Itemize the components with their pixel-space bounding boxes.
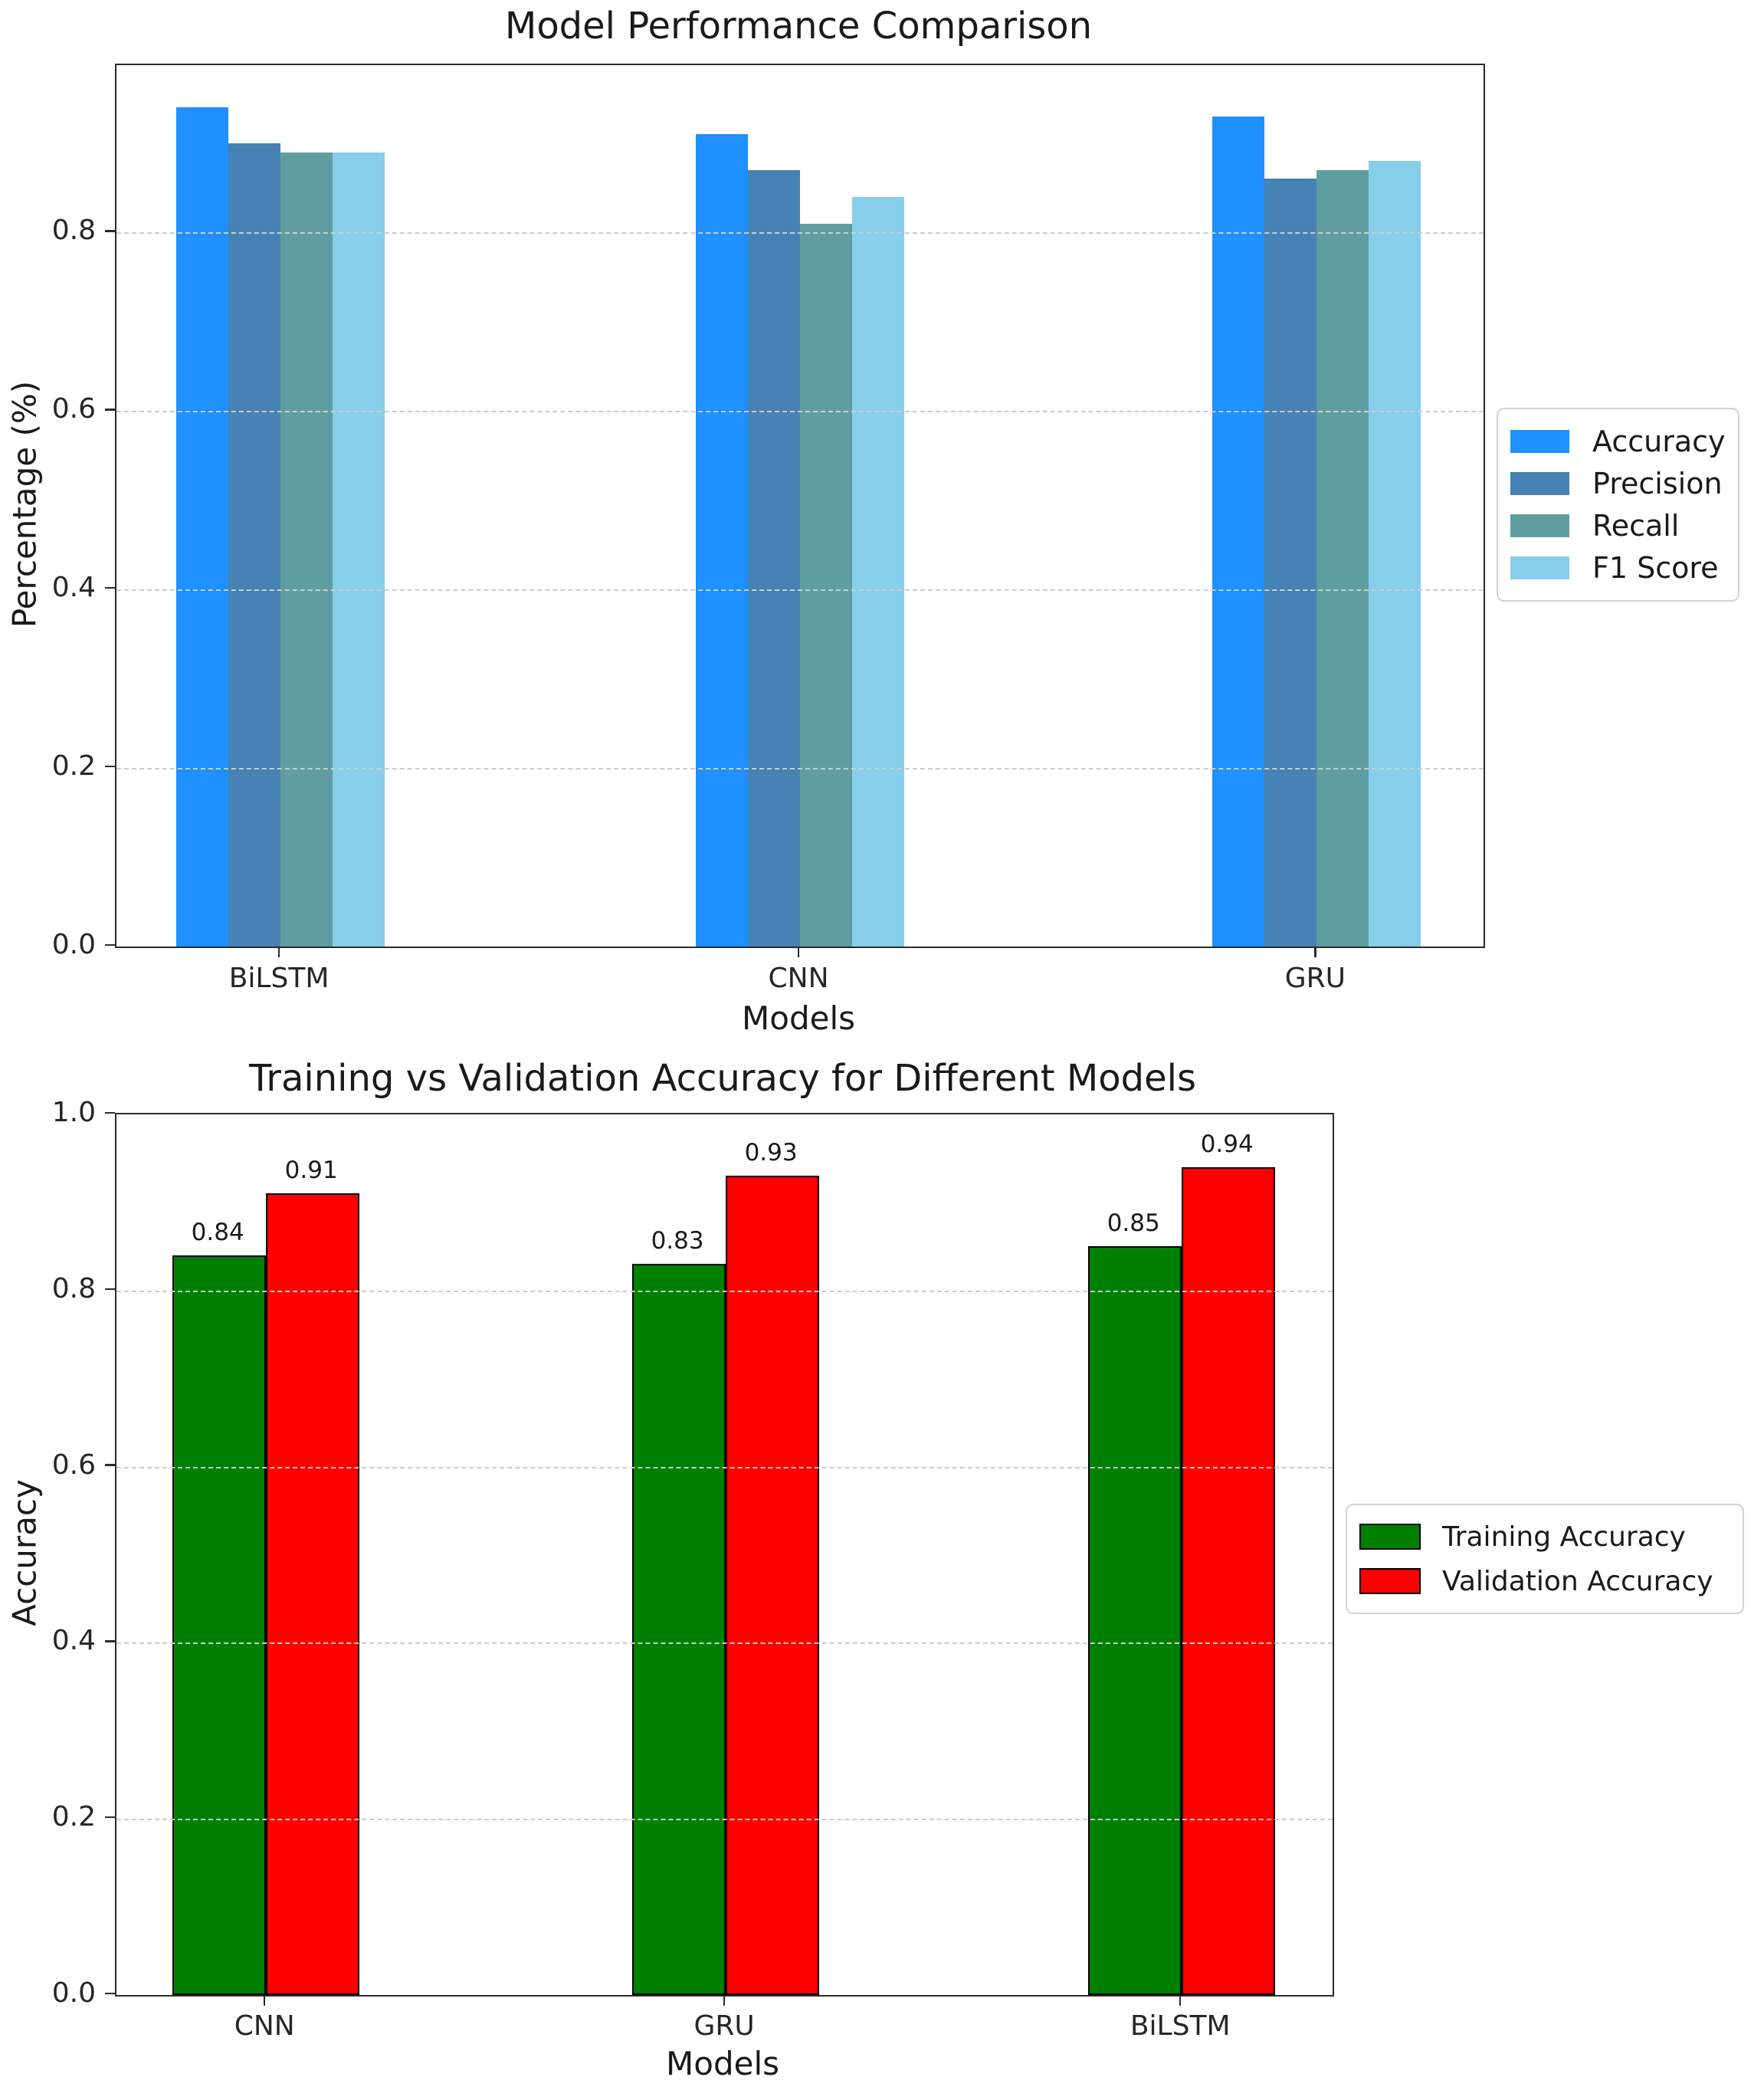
y-tick-mark bbox=[105, 409, 115, 411]
y-tick-label: 0.6 bbox=[51, 1449, 96, 1481]
y-tick-label: 0.2 bbox=[51, 750, 96, 783]
y-tick-label: 0.8 bbox=[51, 1272, 96, 1304]
legend-label: Precision bbox=[1592, 466, 1723, 500]
y-tick-mark bbox=[105, 944, 115, 947]
gridline-0.2 bbox=[116, 768, 1484, 769]
y-axis-label: Accuracy bbox=[5, 1479, 44, 1626]
legend-swatch-validation-accuracy bbox=[1359, 1568, 1421, 1594]
legend-label: Training Accuracy bbox=[1442, 1521, 1686, 1553]
bar-f1-score-cnn bbox=[852, 197, 904, 947]
legend-item-validation-accuracy bbox=[1359, 1559, 1736, 1603]
bar-precision-gru bbox=[1264, 179, 1316, 947]
x-tick-label-cnn: CNN bbox=[234, 2010, 295, 2042]
legend bbox=[1497, 408, 1739, 602]
y-tick-mark bbox=[105, 766, 115, 768]
legend-label: Recall bbox=[1592, 509, 1680, 543]
y-tick-label: 0.0 bbox=[51, 929, 96, 960]
bar-f1-score-gru bbox=[1369, 161, 1421, 947]
bar-precision-cnn bbox=[748, 170, 800, 947]
bar-value-label: 0.94 bbox=[1200, 1130, 1254, 1158]
y-tick-label: 1.0 bbox=[51, 1097, 96, 1128]
x-tick-label-bilstm: BiLSTM bbox=[1130, 2010, 1231, 2042]
gridline-0.4 bbox=[116, 1642, 1333, 1644]
bar-training-accuracy-cnn bbox=[172, 1255, 266, 1995]
y-tick-mark bbox=[105, 1993, 115, 1995]
bar-recall-bilstm bbox=[280, 153, 333, 947]
chart-title: Training vs Validation Accuracy for Different Models bbox=[249, 1057, 1196, 1100]
legend-swatch-recall bbox=[1510, 514, 1569, 537]
legend-item-recall bbox=[1510, 505, 1732, 547]
legend-item-f1-score bbox=[1510, 547, 1732, 589]
legend-label: Validation Accuracy bbox=[1442, 1565, 1713, 1597]
gridline-0.8 bbox=[116, 232, 1484, 234]
y-tick-mark bbox=[105, 1464, 115, 1466]
y-tick-label: 0.4 bbox=[51, 572, 96, 604]
y-tick-mark bbox=[105, 230, 115, 232]
x-tick-mark bbox=[1179, 1996, 1182, 2006]
y-tick-label: 0.8 bbox=[51, 215, 96, 247]
bar-accuracy-cnn bbox=[696, 134, 748, 947]
legend-item-accuracy bbox=[1510, 420, 1732, 462]
x-tick-label-gru: GRU bbox=[1284, 963, 1346, 994]
y-tick-mark bbox=[105, 1288, 115, 1291]
y-tick-label: 0.2 bbox=[51, 1801, 96, 1833]
legend-label: F1 Score bbox=[1592, 551, 1719, 586]
bar-recall-gru bbox=[1316, 170, 1369, 947]
bar-value-label: 0.93 bbox=[744, 1139, 798, 1167]
x-tick-label-bilstm: BiLSTM bbox=[228, 963, 330, 994]
bar-value-label: 0.85 bbox=[1107, 1209, 1160, 1238]
x-tick-label-cnn: CNN bbox=[768, 963, 829, 994]
legend-swatch-f1-score bbox=[1510, 556, 1569, 579]
bar-value-label: 0.83 bbox=[651, 1227, 704, 1255]
gridline-0.2 bbox=[116, 1819, 1333, 1820]
gridline-0.6 bbox=[116, 1467, 1333, 1468]
x-tick-mark bbox=[278, 947, 280, 957]
gridline-0.6 bbox=[116, 411, 1484, 412]
x-tick-mark bbox=[798, 947, 800, 957]
legend-label: Accuracy bbox=[1592, 424, 1726, 458]
bar-recall-cnn bbox=[800, 224, 852, 947]
bar-value-label: 0.84 bbox=[191, 1218, 244, 1246]
y-tick-mark bbox=[105, 1112, 115, 1114]
gridline-0.4 bbox=[116, 589, 1484, 591]
x-tick-mark bbox=[1314, 947, 1316, 957]
x-tick-mark bbox=[723, 1996, 726, 2006]
bar-validation-accuracy-cnn bbox=[266, 1193, 359, 1995]
chart-title: Model Performance Comparison bbox=[504, 5, 1093, 48]
legend-swatch-precision bbox=[1510, 472, 1569, 495]
y-tick-label: 0.4 bbox=[51, 1625, 96, 1657]
legend bbox=[1346, 1504, 1744, 1614]
legend-item-precision bbox=[1510, 462, 1732, 504]
y-axis-label: Percentage (%) bbox=[5, 380, 44, 628]
bar-f1-score-bilstm bbox=[333, 153, 385, 947]
bar-value-label: 0.91 bbox=[284, 1157, 338, 1185]
bar-accuracy-gru bbox=[1212, 116, 1264, 947]
bar-precision-bilstm bbox=[228, 143, 280, 947]
y-tick-label: 0.0 bbox=[51, 1977, 96, 2009]
x-tick-mark bbox=[264, 1996, 266, 2006]
bar-validation-accuracy-gru bbox=[726, 1176, 819, 1995]
gridline-0.8 bbox=[116, 1291, 1333, 1292]
x-axis-label: Models bbox=[742, 999, 855, 1037]
x-tick-label-gru: GRU bbox=[693, 2010, 755, 2042]
legend-swatch-accuracy bbox=[1510, 430, 1569, 453]
y-tick-mark bbox=[105, 1640, 115, 1642]
legend-swatch-training-accuracy bbox=[1359, 1524, 1421, 1550]
legend-item-training-accuracy bbox=[1359, 1514, 1736, 1559]
bar-training-accuracy-gru bbox=[632, 1264, 726, 1995]
y-tick-mark bbox=[105, 1816, 115, 1819]
x-axis-label: Models bbox=[666, 2045, 779, 2082]
y-tick-label: 0.6 bbox=[51, 393, 96, 425]
y-tick-mark bbox=[105, 587, 115, 589]
bar-training-accuracy-bilstm bbox=[1088, 1246, 1182, 1995]
